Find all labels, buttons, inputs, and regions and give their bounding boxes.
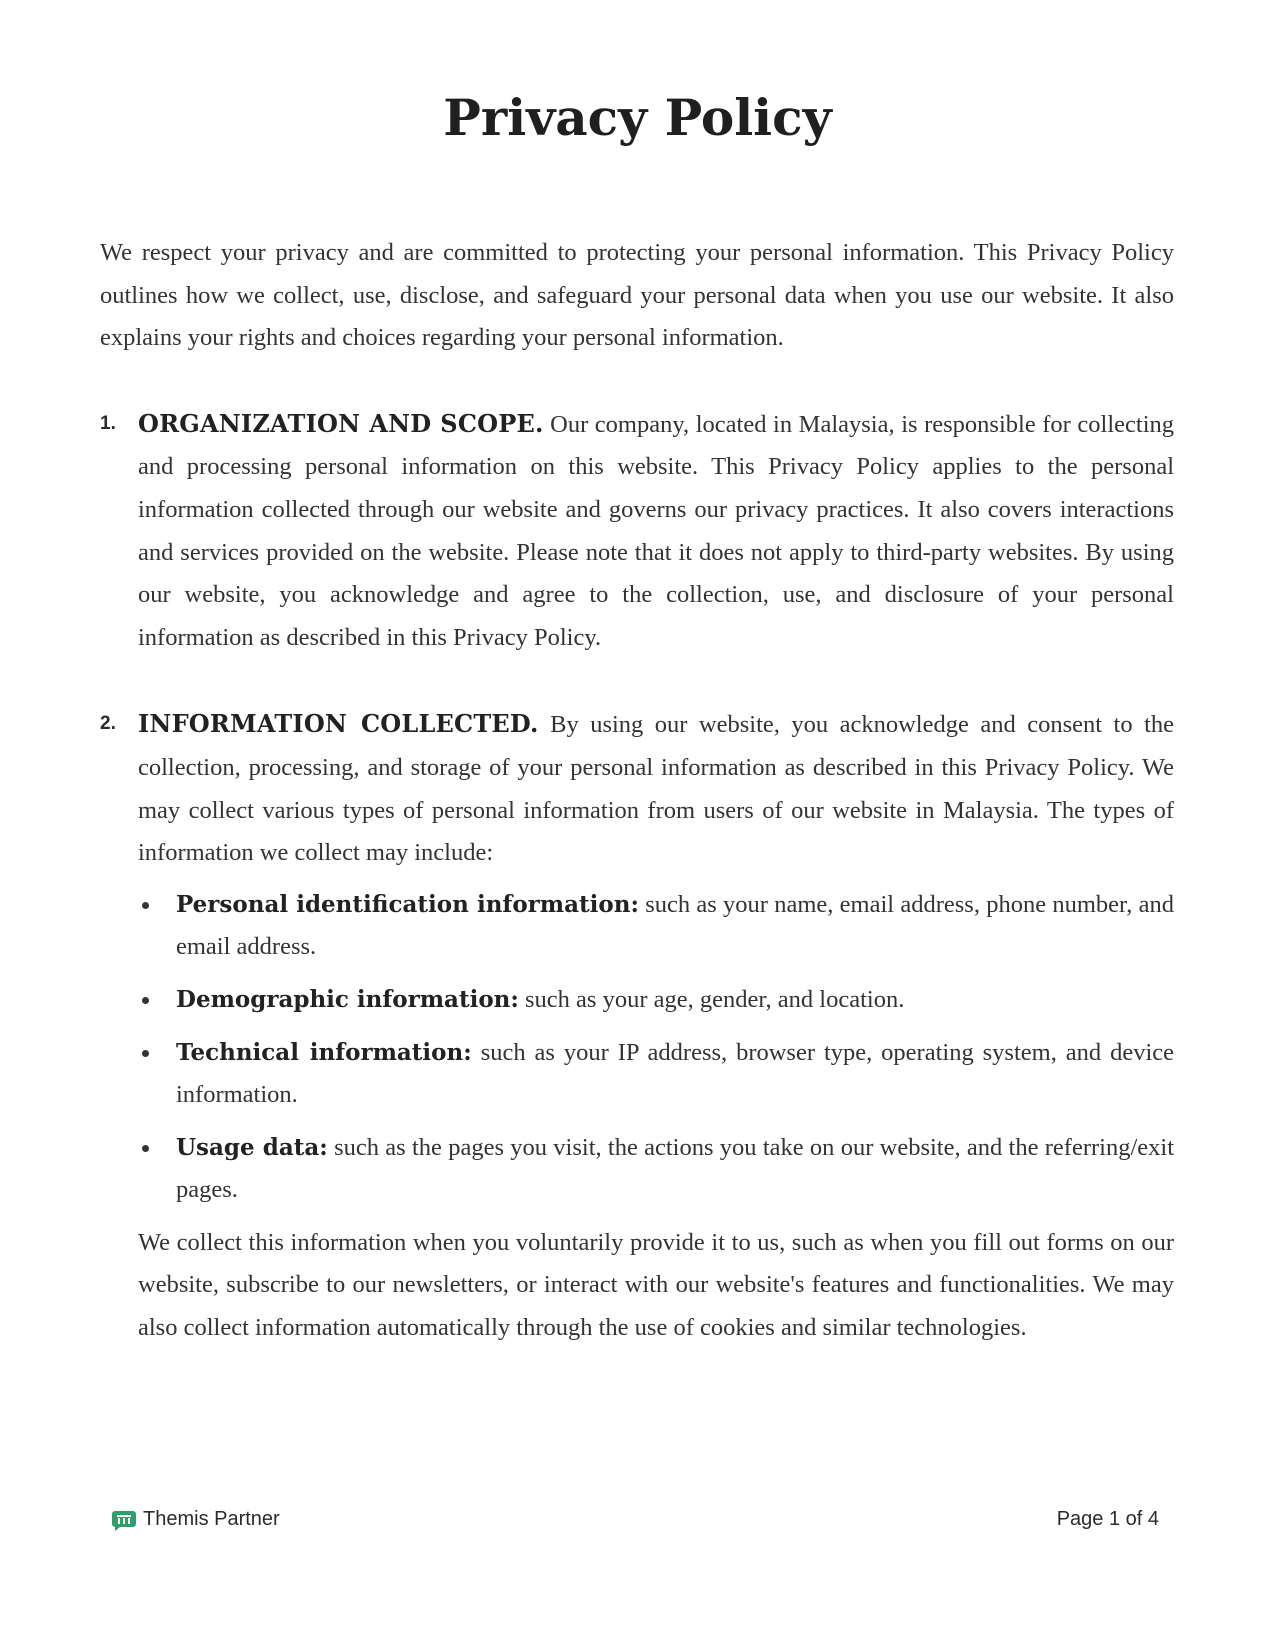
brand bbox=[112, 1508, 280, 1531]
page-footer bbox=[112, 1508, 1163, 1538]
list-item-text: such as your age, gender, and location. bbox=[525, 985, 905, 1013]
section-body: Our company, located in Malaysia, is responsible for collecting and processing personal information on this website. This Privacy Policy applies to the personal information collected through our website and governs our privacy practices. It also covers interactions and services provided on the website. Please note that it does not apply to third-party websites. By using our website, you acknowledge and agree to the collection, use, and disclosure of your personal information as described in this Privacy Policy. bbox=[138, 410, 1175, 651]
closing-paragraph: We collect this information when you voluntarily provide it to us, such as when you fill out forms on our website, subscribe to our newsletters, or interact with our website's features and functionalities. We may also collect information automatically through the use of cookies and similar technologies. bbox=[138, 1228, 1174, 1342]
page-number: Page 1 of 4 bbox=[1056, 1508, 1159, 1530]
themis-logo-icon bbox=[112, 1509, 136, 1531]
section-heading: ORGANIZATION AND SCOPE. bbox=[138, 408, 544, 438]
list-item-label: Personal identification information: bbox=[176, 890, 639, 918]
list-item-label: Technical information: bbox=[176, 1038, 472, 1066]
section-heading: INFORMATION COLLECTED. bbox=[138, 709, 539, 739]
list-item-text: such as your IP address, browser type, operating system, and device information. bbox=[176, 1038, 1175, 1109]
list-item bbox=[138, 1127, 1174, 1212]
section-number: 1. bbox=[100, 412, 116, 434]
brand-name: Themis Partner bbox=[143, 1508, 280, 1530]
list-item bbox=[138, 884, 1174, 969]
list-item-text: such as your name, email address, phone number, and email address. bbox=[176, 890, 1174, 961]
page-title: Privacy Policy bbox=[443, 88, 832, 147]
section-paragraph bbox=[138, 403, 1174, 660]
list-item-label: Usage data: bbox=[176, 1133, 328, 1161]
section-organization-scope bbox=[100, 403, 1174, 660]
list-item-label: Demographic information: bbox=[176, 985, 519, 1013]
section-number: 2. bbox=[100, 713, 116, 735]
intro-paragraph: We respect your privacy and are committed to protecting your personal information. This Privacy Policy outlines how we collect, use, disclose, and safeguard your personal data when you use our website. It also explains your rights and choices regarding your personal information. bbox=[100, 239, 1174, 352]
document-body bbox=[100, 232, 1174, 1394]
info-types-list bbox=[138, 884, 1174, 1212]
list-item-text: such as the pages you visit, the actions you take on our website, and the referring/exit pages. bbox=[176, 1133, 1174, 1204]
section-body: By using our website, you acknowledge and consent to the collection, processing, and storage of your personal information as described in this Privacy Policy. We may collect various types of personal information from users of our website in Malaysia. The types of information we collect may include: bbox=[138, 711, 1175, 867]
section-paragraph bbox=[138, 703, 1174, 874]
list-item bbox=[138, 1032, 1174, 1117]
section-information-collected bbox=[100, 703, 1174, 1349]
list-item bbox=[138, 979, 1174, 1022]
